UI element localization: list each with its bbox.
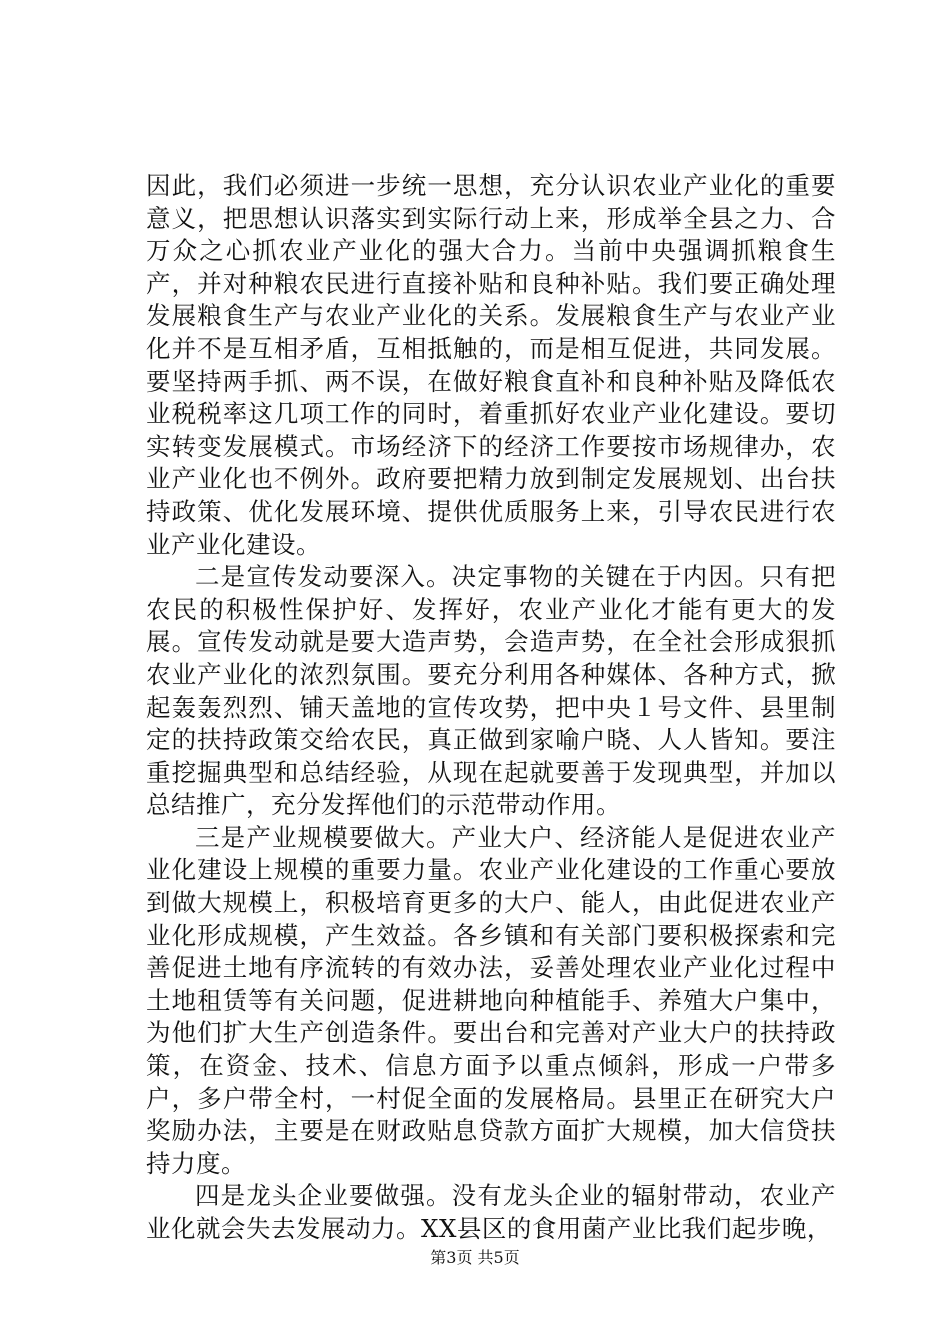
body-text bbox=[146, 170, 836, 1246]
paragraph-3: 三是产业规模要做大。产业大户、经济能人是促进农业产业化建设上规模的重要力量。农业产业化建设的工作重心要放到做大规模上，积极培育更多的大户、能人，由此促进农业产业化形成规模，产生效益。各乡镇和有关部门要积极探索和完善促进土地有序流转的有效办法，妥善处理农业产业化过程中土地租赁等有关问题，促进耕地向种植能手、养殖大户集中，为他们扩大生产创造条件。要出台和完善对产业大户的扶持政策，在资金、技术、信息方面予以重点倾斜，形成一户带多户，多户带全村，一村促全面的发展格局。县里正在研究大户奖励办法，主要是在财政贴息贷款方面扩大规模，加大信贷扶持力度。 bbox=[146, 822, 836, 1178]
page-footer: 第3页 共5页 bbox=[430, 1248, 520, 1267]
paragraph-2: 二是宣传发动要深入。决定事物的关键在于内因。只有把农民的积极性保护好、发挥好，农业产业化才能有更大的发展。宣传发动就是要大造声势，会造声势，在全社会形成狠抓农业产业化的浓烈氛围。要充分利用各种媒体、各种方式，掀起轰轰烈烈、铺天盖地的宣传攻势，把中央１号文件、县里制定的扶持政策交给农民，真正做到家喻户晓、人人皆知。要注重挖掘典型和总结经验，从现在起就要善于发现典型，并加以总结推广，充分发挥他们的示范带动作用。 bbox=[146, 562, 836, 820]
paragraph-1: 因此，我们必须进一步统一思想，充分认识农业产业化的重要意义，把思想认识落实到实际行动上来，形成举全县之力、合万众之心抓农业产业化的强大合力。当前中央强调抓粮食生产，并对种粮农民进行直接补贴和良种补贴。我们要正确处理发展粮食生产与农业产业化的关系。发展粮食生产与农业产业化并不是互相矛盾，互相抵触的，而是相互促进，共同发展。要坚持两手抓、两不误，在做好粮食直补和良种补贴及降低农业税税率这几项工作的同时，着重抓好农业产业化建设。要切实转变发展模式。市场经济下的经济工作要按市场规律办，农业产业化也不例外。政府要把精力放到制定发展规划、出台扶持政策、优化发展环境、提供优质服务上来，引导农民进行农业产业化建设。 bbox=[146, 171, 836, 559]
paragraph-4: 四是龙头企业要做强。没有龙头企业的辐射带动，农业产业化就会失去发展动力。XX县区的食用菌产业比我们起步晚， bbox=[146, 1181, 836, 1243]
